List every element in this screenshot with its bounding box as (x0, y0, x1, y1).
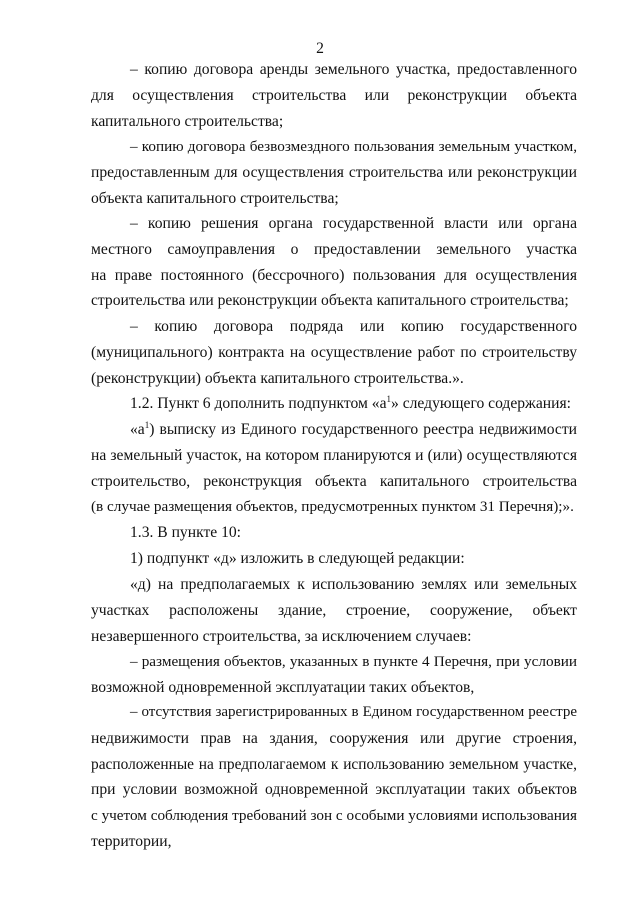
text-line: – копию договора безвозмездного пользования земельным участком, (130, 138, 577, 155)
paragraph (91, 700, 577, 855)
superscript: 1 (144, 420, 150, 430)
text-line: объекта капитального строительства; (91, 189, 339, 207)
superscript: 1 (386, 394, 392, 404)
text-line: территории, (91, 832, 172, 850)
text-line: (в случае размещения объектов, предусмотренных пунктом 31 Перечня);». (91, 498, 574, 516)
text-line: на праве постоянного (бессрочного) пользования для осуществления (91, 266, 577, 284)
paragraph (91, 417, 577, 520)
text-line: местного самоуправления о предоставлении земельного участка (91, 240, 577, 258)
text-line: предоставленным для осуществления строительства или реконструкции (91, 163, 577, 181)
text-run: » следующего содержания: (391, 395, 571, 412)
text-line: при условии возможной одновременной эксплуатации таких объектов (91, 781, 577, 799)
paragraph (91, 314, 577, 391)
text-line: 1) подпункт «д» изложить в следующей редакции: (130, 550, 465, 567)
text-run: 1.2. Пункт 6 дополнить подпунктом «а (130, 395, 387, 412)
text-line: – копию решения органа государственной власти или органа (130, 215, 577, 232)
text-line: – копию договора подряда или копию государственного (130, 318, 577, 335)
text-run: «а (130, 421, 145, 438)
text-line: – отсутствия зарегистрированных в Едином государственном реестре (130, 704, 577, 720)
text-run: ) выписку из Единого государственного реестра недвижимости (149, 421, 577, 438)
paragraph (91, 391, 577, 417)
page-number: 2 (316, 40, 324, 57)
text-line: «д) на предполагаемых к использованию землях или земельных (130, 576, 577, 593)
paragraph (91, 57, 577, 134)
text-line: незавершенного строительства, за исключением случаев: (91, 627, 472, 645)
text-line: на земельный участок, на котором планируются и (или) осуществляются (91, 446, 577, 464)
text-line: – копию договора аренды земельного участка, предоставленного (130, 61, 577, 78)
paragraph (91, 520, 577, 546)
text-line: возможной одновременной эксплуатации таких объектов, (91, 678, 475, 696)
text-line: участках расположены здание, строение, сооружение, объект (91, 601, 577, 619)
text-line: для осуществления строительства или реконструкции объекта (91, 86, 577, 104)
text-line: недвижимости прав на здания, сооружения или другие строения, (91, 729, 577, 747)
paragraph (91, 134, 577, 211)
paragraph (91, 572, 577, 649)
text-line: строительство, реконструкция объекта капитального строительства (91, 472, 577, 490)
text-line (91, 391, 577, 417)
paragraph (91, 211, 577, 314)
text-line: – размещения объектов, указанных в пункте 4 Перечня, при условии (130, 653, 577, 670)
paragraph (91, 546, 577, 572)
text-line: строительства или реконструкции объекта капитального строительства; (91, 292, 569, 310)
text-line: (реконструкции) объекта капитального строительства.». (91, 369, 464, 387)
text-line: (муниципального) контракта на осуществление работ по строительству (91, 343, 577, 361)
text-line: расположенные на предполагаемом к использованию земельном участке, (91, 755, 577, 773)
text-line: 1.3. В пункте 10: (130, 524, 242, 541)
text-line: капитального строительства; (91, 112, 284, 130)
paragraph (91, 649, 577, 701)
text-line: с учетом соблюдения требований зон с особыми условиями использования (91, 807, 577, 825)
text-line (91, 417, 577, 443)
